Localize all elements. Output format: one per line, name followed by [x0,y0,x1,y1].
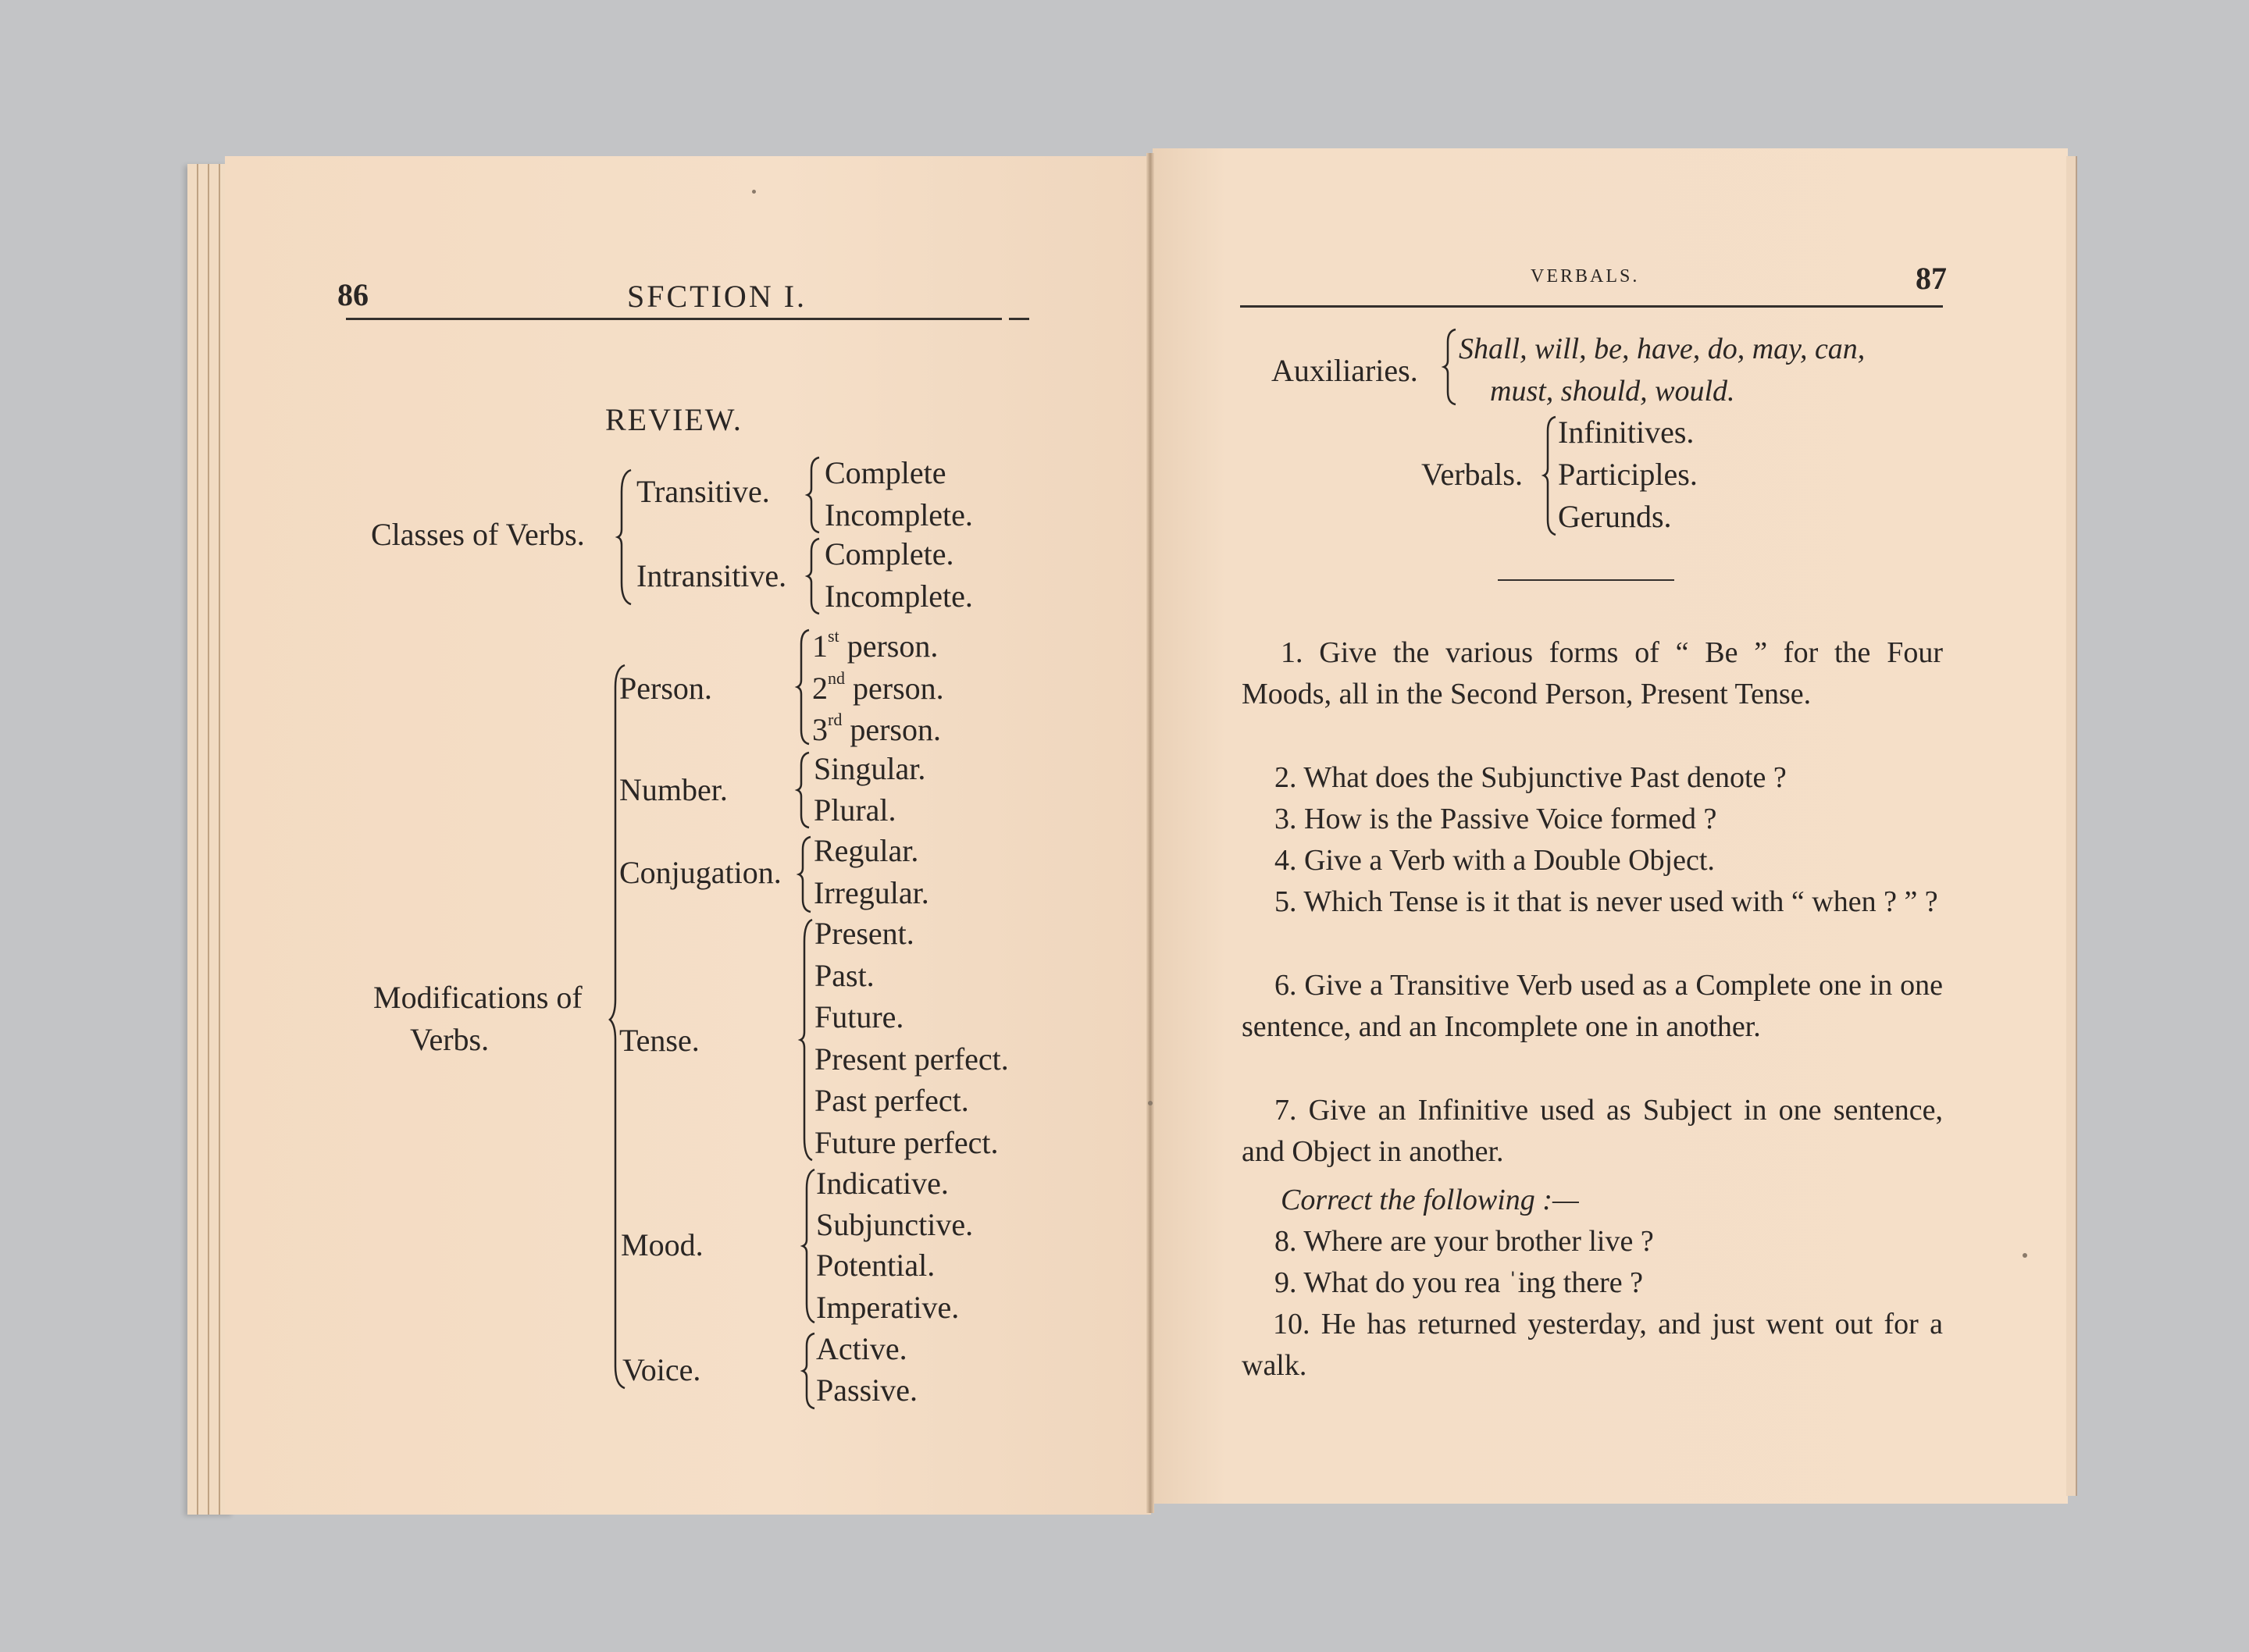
question-text: Where are your brother live ? [1303,1225,1654,1258]
person-text: person. [853,671,944,706]
ordinal: 2 [812,671,828,706]
ordinal: 1 [812,628,828,664]
voice-item: Passive. [816,1373,918,1408]
brace-tense [800,918,815,1162]
number-item: Singular. [814,751,926,786]
brace-number [797,751,812,829]
transitive-item: Incomplete. [825,497,973,532]
intransitive-item: Incomplete. [825,579,973,614]
mood-item: Indicative. [816,1166,949,1201]
question-text: Give an Infinitive used as Subject in one sentence, and Object in another. [1242,1094,1943,1168]
page-number-right: 87 [1916,261,1947,296]
brace-intransitive [807,537,822,615]
auxiliaries-line1: Shall, will, be, have, do, may, can, [1459,333,1866,365]
question-number: 5. [1274,885,1297,918]
tense-label: Tense. [619,1023,700,1058]
modifications-label-line2: Verbs. [410,1022,490,1057]
header-rule-left [346,318,1002,320]
question-text: Give a Verb with a Double Object. [1304,844,1715,877]
question-3 [1242,799,1944,840]
mood-item: Potential. [816,1248,936,1283]
correction-8 [1242,1221,1944,1262]
brace-verbals [1543,415,1559,536]
question-text: How is the Passive Voice formed ? [1304,803,1717,835]
correction-9 [1242,1262,1944,1304]
section-title: REVIEW. [605,402,743,437]
transitive-item: Complete [825,455,946,490]
tense-item: Future perfect. [814,1125,999,1160]
running-head-right: VERBALS. [1531,266,1640,287]
question-2 [1242,757,1944,799]
ordinal-suffix: rd [828,710,843,729]
brace-transitive [807,456,822,534]
ordinal-suffix: st [828,626,839,646]
question-4 [1242,840,1944,881]
person-label: Person. [619,671,712,706]
page-number-left: 86 [337,277,369,312]
verbals-item: Gerunds. [1558,499,1672,534]
tense-item: Present. [814,916,914,951]
verbals-label: Verbals. [1421,457,1523,492]
question-text: Give a Transitive Verb used as a Complete one in one sentence, and an Incomplete one in another. [1242,969,1943,1043]
intransitive-label: Intransitive. [636,558,787,593]
question-number: 4. [1274,844,1297,877]
header-rule-left-tail [1009,318,1029,320]
question-text: Give the various forms of “ Be ” for the Four Moods, all in the Second Person, Present Tense. [1242,636,1943,710]
mood-item: Imperative. [816,1290,960,1325]
tense-item: Past. [814,958,875,993]
auxiliaries-line2: must, should, would. [1490,375,1735,408]
tense-item: Present perfect. [814,1041,1009,1077]
paper-speck [752,190,756,194]
tense-item: Past perfect. [814,1083,969,1118]
intransitive-item: Complete. [825,536,954,571]
correct-heading: Correct the following :— [1281,1184,1579,1216]
paper-speck [2023,1253,2027,1258]
person-item [812,710,941,747]
person-text: person. [846,628,939,664]
transitive-label: Transitive. [636,474,770,509]
mood-label: Mood. [621,1227,704,1262]
question-text: He has returned yesterday, and just went out for a walk. [1242,1308,1944,1382]
question-number: 9. [1274,1266,1297,1299]
header-rule-right [1240,305,1943,308]
running-head-left: SFCTION I. [627,279,807,314]
tense-item: Future. [814,999,904,1034]
brace-auxiliaries [1443,328,1459,406]
modifications-label-line1: Modifications of [373,980,583,1015]
question-5 [1242,881,1943,923]
correction-10 [1242,1304,1943,1387]
brace-conjugation [798,835,814,913]
voice-label: Voice. [622,1352,701,1387]
question-number: 1. [1281,636,1303,669]
person-text: person. [850,712,941,747]
paper-speck [1148,1101,1153,1105]
question-7 [1242,1090,1943,1173]
question-6 [1242,965,1943,1048]
brace-person [797,628,812,746]
auxiliaries-label: Auxiliaries. [1271,353,1418,388]
brace-voice [802,1332,818,1410]
verbals-item: Infinitives. [1558,415,1695,450]
question-number: 6. [1274,969,1297,1002]
question-number: 3. [1274,803,1297,835]
brace-classes [617,468,634,605]
question-text: Which Tense is it that is never used with “ when ? ” ? [1303,885,1938,918]
question-1 [1242,632,1943,715]
question-text: What do you rea ˈing there ? [1303,1266,1644,1299]
number-item: Plural. [814,792,896,828]
conjugation-label: Conjugation. [619,855,782,890]
question-text: What does the Subjunctive Past denote ? [1303,761,1787,794]
question-number: 2. [1274,761,1297,794]
page-edges-right [2066,156,2077,1496]
ordinal-suffix: nd [828,668,845,688]
brace-mood [802,1168,818,1324]
question-number: 7. [1274,1094,1297,1127]
conjugation-item: Regular. [814,833,919,868]
classes-of-verbs-label: Classes of Verbs. [371,517,585,552]
voice-item: Active. [816,1331,907,1366]
section-divider [1498,579,1674,581]
conjugation-item: Irregular. [814,875,929,910]
left-page [225,156,1151,1515]
question-number: 10. [1273,1308,1310,1340]
verbals-item: Participles. [1558,457,1698,492]
mood-item: Subjunctive. [816,1207,974,1242]
person-item [812,668,944,706]
question-number: 8. [1274,1225,1297,1258]
person-item [812,626,939,664]
ordinal: 3 [812,712,828,747]
number-label: Number. [619,772,728,807]
book-gutter [1146,153,1154,1513]
